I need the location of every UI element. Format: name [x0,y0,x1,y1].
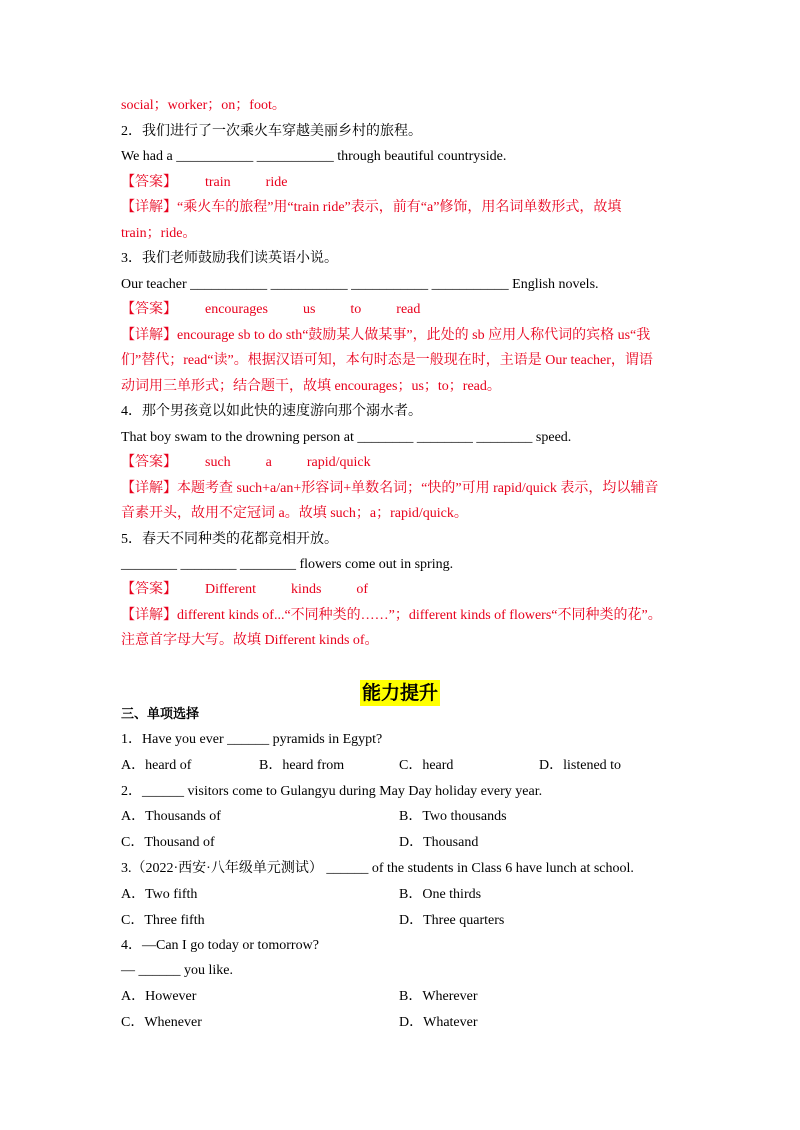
answer-text-line: 们”替代；read“读”。根据汉语可知，本句时态是一般现在时，主语是 Our teacher，谓语 [121,353,653,368]
answer-text-line: 【答案】 train ride [121,175,288,190]
question-text-line: 2．我们进行了一次乘火车穿越美丽乡村的旅程。 [121,124,422,139]
answer-text-line: 【详解】“乘火车的旅程”用“train ride”表示，前有“a”修饰，用名词单数形式，故填 [121,200,622,215]
answer-text-line: 注意首字母大写。故填 Different kinds of。 [121,633,379,648]
choice-option[interactable]: A．However [121,989,197,1004]
question-text-line: ________ ________ ________ flowers come out in spring. [121,557,454,572]
answer-text-line: 动词用三单形式；结合题干，故填 encourages；us；to；read。 [121,379,501,394]
question-text-line: 4．那个男孩竟以如此快的速度游向那个溺水者。 [121,404,422,419]
answer-text-line: 【答案】 such a rapid/quick [121,455,371,470]
section-title [0,680,800,708]
answer-text-line: 【详解】encourage sb to do sth“鼓励某人做某事”，此处的 sb 应用人称代词的宾格 us“我 [121,328,651,343]
question-stem: 4．—Can I go today or tomorrow? [121,938,319,953]
question-stem: 3.（2022·西安·八年级单元测试） ______ of the students in Class 6 have lunch at school. [121,861,634,876]
choice-option[interactable]: C．heard [399,758,454,773]
choice-option[interactable]: C．Whenever [121,1015,202,1030]
choice-option[interactable]: B．heard from [259,758,345,773]
answer-text-line: 【答案】 Different kinds of [121,582,369,597]
question-text-line: That boy swam to the drowning person at ________ ________ ________ speed. [121,430,572,445]
question-stem-reply: — ______ you like. [121,963,233,978]
question-text-line: We had a ___________ ___________ through beautiful countryside. [121,149,507,164]
answer-text-line: 【详解】different kinds of...“不同种类的……”；different kinds of flowers“不同种类的花”。 [121,608,662,623]
choice-option[interactable]: D．Thousand [399,835,479,850]
question-text-line: Our teacher ___________ ___________ ___________ ___________ English novels. [121,277,599,292]
subhead: 三、单项选择 [121,707,200,722]
question-stem: 1．Have you ever ______ pyramids in Egypt? [121,732,383,747]
choice-option[interactable]: D．listened to [539,758,622,773]
answer-text-line: train；ride。 [121,226,197,241]
choice-option[interactable]: C．Thousand of [121,835,215,850]
answer-text-line: 音素开头，故用不定冠词 a。故填 such；a；rapid/quick。 [121,506,468,521]
answer-text-line: 【答案】 encourages us to read [121,302,421,317]
section-title-text: 能力提升 [361,682,438,704]
choice-option[interactable]: D．Three quarters [399,913,505,928]
question-stem: 2．______ visitors come to Gulangyu during May Day holiday every year. [121,784,543,799]
choice-option[interactable]: C．Three fifth [121,913,205,928]
choice-option[interactable]: B．Two thousands [399,809,507,824]
choice-option[interactable]: A．Thousands of [121,809,221,824]
answer-text-line: social；worker；on；foot。 [121,98,286,113]
choice-option[interactable]: B．Wherever [399,989,478,1004]
choice-option[interactable]: D．Whatever [399,1015,478,1030]
question-text-line: 5．春天不同种类的花都竞相开放。 [121,532,338,547]
answer-text-line: 【详解】本题考查 such+a/an+形容词+单数名词；“快的”可用 rapid/quick 表示，均以辅音 [121,481,659,496]
choice-option[interactable]: B．One thirds [399,887,482,902]
choice-option[interactable]: A．heard of [121,758,192,773]
question-text-line: 3．我们老师鼓励我们读英语小说。 [121,251,338,266]
choice-option[interactable]: A．Two fifth [121,887,198,902]
